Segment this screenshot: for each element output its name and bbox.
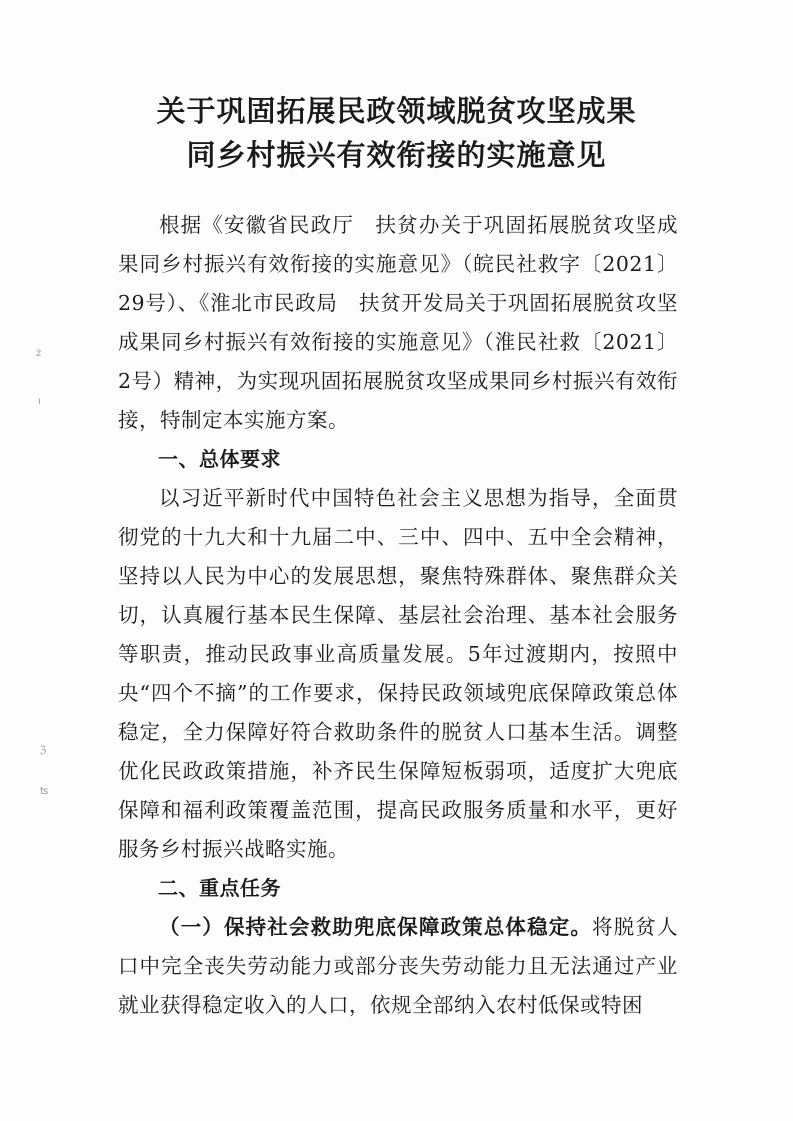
intro-paragraph: 根据《安徽省民政厅 扶贫办关于巩固拓展脱贫攻坚成果同乡村振兴有效衔接的实施意见》（皖民社救字〔2021〕29号）、《淮北市民政局 扶贫开发局关于巩固拓展脱贫攻坚成果同乡村振兴有效衔接的实施意见》（淮民社救〔2021〕2号）精神，为实现巩固拓展脱贫攻坚成果同乡村振兴有效衔接，特制定本实施方案。 [118,213,678,432]
document-title-line-2: 同乡村振兴有效衔接的实施意见 [186,138,607,172]
key-task-1-body: 将脱贫人口中完全丧失劳动能力或部分丧失劳动能力且无法通过产业就业获得稳定收入的人口，依规全部纳入农村低保或特困 [118,915,679,1017]
document-body [118,206,678,1025]
document-title-line-1: 关于巩固拓展民政领域脱贫攻坚成果 [156,94,637,128]
scan-margin-mark: ℨ [40,745,47,756]
key-task-1-paragraph [118,908,678,1025]
section-heading-key-tasks: 二、重点任务 [158,876,281,900]
scan-margin-mark: ż [36,348,42,359]
scan-margin-mark: ı [38,396,41,407]
section-heading-overall-requirements: 一、总体要求 [158,447,281,471]
key-task-1-heading: （一）保持社会救助兜底保障政策总体稳定。 [159,915,593,939]
scan-margin-mark: ʦ [40,786,49,797]
overall-requirements-paragraph: 以习近平新时代中国特色社会主义思想为指导，全面贯彻党的十九大和十九届二中、三中、四中、五中全会精神，坚持以人民为中心的发展思想，聚焦特殊群体、聚焦群众关切，认真履行基本民生保障、基层社会治理、基本社会服务等职责，推动民政事业高质量发展。5年过渡期内，按照中央“四个不摘”的工作要求，保持民政领域兜底保障政策总体稳定，全力保障好符合救助条件的脱贫人口基本生活。调整优化民政政策措施，补齐民生保障短板弱项，适度扩大兜底保障和福利政策覆盖范围，提高民政服务质量和水平，更好服务乡村振兴战略实施。 [118,486,678,861]
